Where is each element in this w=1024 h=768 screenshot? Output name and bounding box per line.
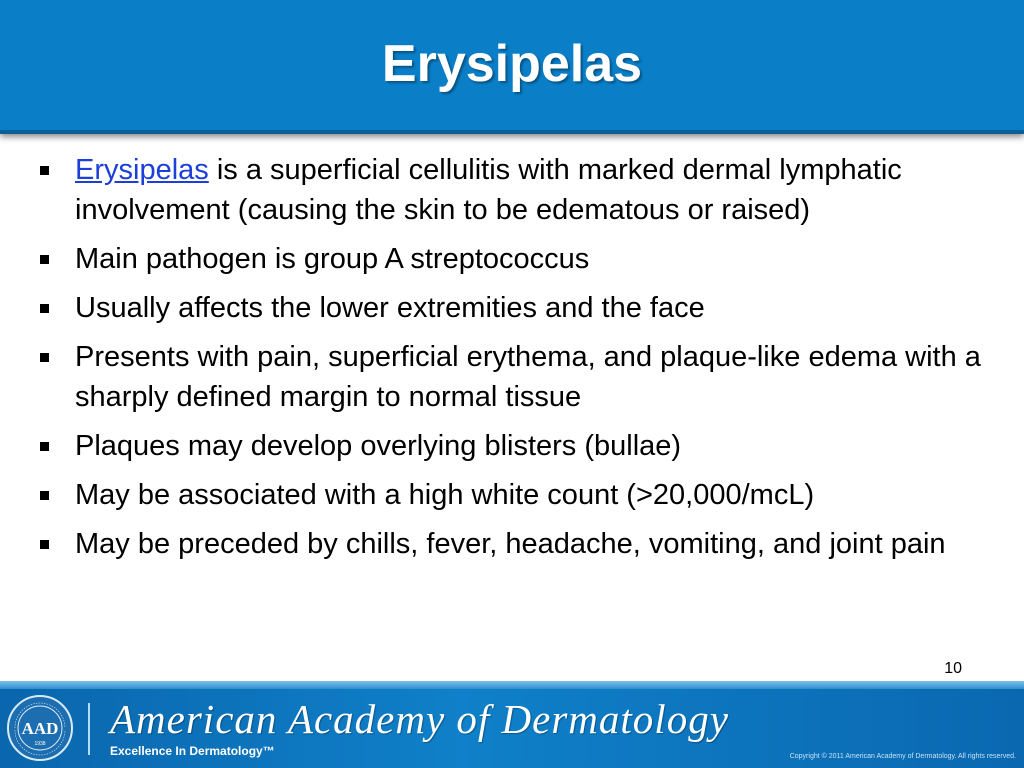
tagline: Excellence In Dermatology™ [110, 744, 275, 758]
bullet-item [40, 475, 990, 515]
square-bullet-icon [40, 442, 49, 451]
copyright-notice: Copyright © 2011 American Academy of Dermatology. All rights reserved. [789, 753, 1016, 760]
svg-text:1938: 1938 [34, 741, 46, 747]
footer-banner [0, 689, 1024, 768]
organization-name: American Academy of Dermatology [110, 696, 729, 742]
title-bar [0, 0, 1024, 134]
square-bullet-icon [40, 353, 49, 362]
square-bullet-icon [40, 540, 49, 549]
bullet-text: Main pathogen is group A streptococcus [75, 243, 590, 275]
svg-text:AAD: AAD [21, 719, 59, 738]
footer-divider [0, 681, 1024, 689]
square-bullet-icon [40, 255, 49, 264]
bullet-item [40, 288, 990, 328]
bullet-text: May be preceded by chills, fever, headache, vomiting, and joint pain [75, 528, 946, 560]
bullet-item [40, 239, 990, 279]
bullet-item [40, 426, 990, 466]
aad-seal-logo [6, 694, 74, 762]
page-number: 10 [944, 660, 962, 677]
bullet-text: Plaques may develop overlying blisters (bullae) [75, 430, 682, 462]
slide-title: Erysipelas [381, 35, 643, 93]
square-bullet-icon [40, 166, 49, 175]
square-bullet-icon [40, 491, 49, 500]
erysipelas-link[interactable]: Erysipelas [75, 154, 209, 186]
bullet-item [40, 524, 990, 564]
bullet-text: Usually affects the lower extremities and the face [75, 292, 705, 324]
bullet-list [40, 150, 990, 573]
bullet-text: May be associated with a high white count (>20,000/mcL) [75, 479, 815, 511]
bullet-text: is a superficial cellulitis with marked dermal lymphatic involvement (causing the skin to be edematous or raised) [75, 154, 902, 226]
footer-separator [88, 703, 90, 755]
bullet-item [40, 150, 990, 230]
bullet-text: Presents with pain, superficial erythema, and plaque-like edema with a sharply defined margin to normal tissue [75, 341, 981, 413]
bullet-item [40, 337, 990, 417]
square-bullet-icon [40, 304, 49, 313]
